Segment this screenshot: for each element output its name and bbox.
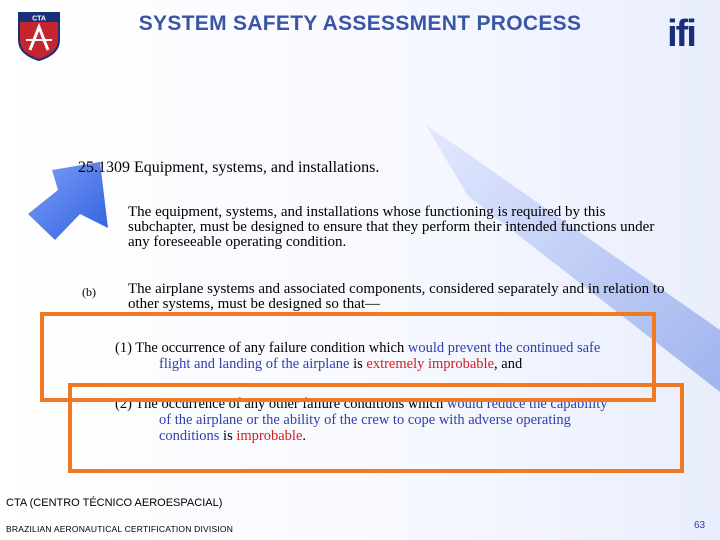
paragraph-a: The equipment, systems, and installations whose functioning is required by this subchapter, must be designed to ensure that they perform their intended functions under any foreseeable operating condition.	[128, 204, 655, 250]
item2-tail: .	[302, 428, 307, 444]
item1-tail: , and	[494, 356, 523, 372]
item2-emphasis: would reduce the capability	[446, 396, 608, 412]
item1-probability: extremely improbable	[366, 356, 495, 372]
item2-connector: is	[219, 428, 237, 444]
footer-org-prefix: CTA (	[6, 497, 34, 509]
footer-organization	[6, 497, 222, 509]
page-number: 63	[694, 520, 706, 531]
item1-emphasis-cont: flight and landing of the airplane	[159, 356, 350, 372]
ifi-logo-text: ifi	[667, 13, 695, 52]
item1-connector: is	[349, 356, 367, 372]
footer-org-suffix: )	[218, 497, 223, 509]
item2-probability: improbable	[236, 428, 303, 444]
item2-emphasis-end: conditions	[159, 428, 220, 444]
item2-text: (2) The occurrence of any other failure conditions which	[115, 396, 447, 412]
slide-title: SYSTEM SAFETY ASSESSMENT PROCESS	[138, 12, 582, 35]
footer-org-name: CENTRO TÉCNICO AEROESPACIAL	[33, 497, 219, 509]
paragraph-b-label: (b)	[82, 285, 96, 299]
item1-text: (1) The occurrence of any failure condition which	[115, 340, 408, 356]
item1-emphasis: would prevent the continued safe	[407, 340, 601, 356]
paragraph-b: The airplane systems and associated components, considered separately and in relation to other systems, must be designed so that—	[128, 282, 665, 312]
footer-division: BRAZILIAN AERONAUTICAL CERTIFICATION DIVISION	[6, 524, 234, 534]
highlight-box-2	[68, 383, 684, 473]
item2-emphasis-cont: of the airplane or the ability of the crew to cope with adverse operating	[159, 412, 571, 428]
regulation-heading: 25.1309 Equipment, systems, and installations.	[78, 159, 380, 176]
cta-logo-text: CTA	[32, 15, 46, 23]
